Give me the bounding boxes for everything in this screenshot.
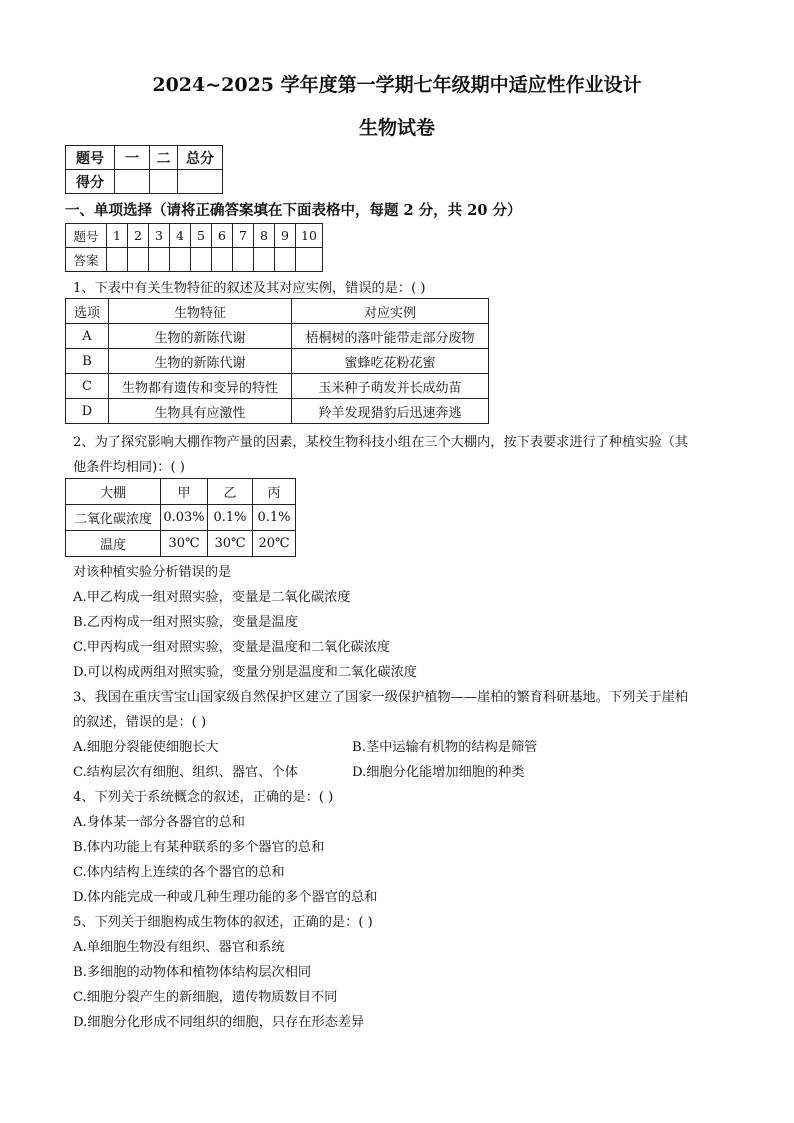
answer-number: 5 xyxy=(191,224,212,248)
table-cell: 生物的新陈代谢 xyxy=(109,349,292,374)
answer-number: 4 xyxy=(170,224,191,248)
table-header: 大棚 xyxy=(66,479,161,505)
score-table-cell: 一 xyxy=(115,146,150,170)
answer-cell[interactable] xyxy=(296,248,323,272)
score-table xyxy=(65,145,223,194)
question-1-table xyxy=(65,298,489,424)
score-entry-cell[interactable] xyxy=(115,170,150,194)
answer-cell[interactable] xyxy=(212,248,233,272)
score-table-cell: 二 xyxy=(150,146,178,170)
table-header: 乙 xyxy=(208,479,253,505)
answer-number: 3 xyxy=(149,224,170,248)
table-cell: D xyxy=(66,399,109,424)
question-2-option-b: B.乙丙构成一组对照实验，变量是温度 xyxy=(73,615,298,630)
table-cell: 30℃ xyxy=(208,531,253,557)
answer-cell[interactable] xyxy=(254,248,275,272)
table-cell: B xyxy=(66,349,109,374)
question-3-stem: 的叙述，错误的是：( ) xyxy=(73,715,207,730)
question-5-option-a: A.单细胞生物没有组织、器官和系统 xyxy=(73,940,285,955)
answer-cell[interactable] xyxy=(233,248,254,272)
answer-number: 7 xyxy=(233,224,254,248)
answer-number: 9 xyxy=(275,224,296,248)
answer-number: 6 xyxy=(212,224,233,248)
table-cell: 0.03% xyxy=(161,505,208,531)
question-5-option-b: B.多细胞的动物体和植物体结构层次相同 xyxy=(73,965,312,980)
answer-table-label: 答案 xyxy=(66,248,107,272)
answer-cell[interactable] xyxy=(128,248,149,272)
question-3-stem: 3、我国在重庆雪宝山国家级自然保护区建立了国家一级保护植物——崖柏的繁育科研基地。下列关于崖柏 xyxy=(73,690,689,705)
exam-subject: 生物试卷 xyxy=(358,117,435,139)
table-cell: 生物的新陈代谢 xyxy=(109,324,292,349)
question-2-stem: 他条件均相同)：( ) xyxy=(73,460,185,475)
answer-number: 10 xyxy=(296,224,323,248)
table-cell: 0.1% xyxy=(208,505,253,531)
question-1-stem: 1、下表中有关生物特征的叙述及其对应实例，错误的是：( ) xyxy=(73,281,426,296)
table-cell: 梧桐树的落叶能带走部分废物 xyxy=(292,324,489,349)
question-3-option-d: D.细胞分化能增加细胞的种类 xyxy=(352,765,525,780)
table-header: 生物特征 xyxy=(109,299,292,324)
question-3-option-a: A.细胞分裂能使细胞长大 xyxy=(73,740,219,755)
score-table-cell: 得分 xyxy=(66,170,115,194)
score-entry-cell[interactable] xyxy=(178,170,223,194)
question-4-option-c: C.体内结构上连续的各个器官的总和 xyxy=(73,865,285,880)
table-header: 甲 xyxy=(161,479,208,505)
table-cell: 30℃ xyxy=(161,531,208,557)
question-5-stem: 5、下列关于细胞构成生物体的叙述，正确的是：( ) xyxy=(73,915,373,930)
table-cell: C xyxy=(66,374,109,399)
table-header: 对应实例 xyxy=(292,299,489,324)
question-5-option-d: D.细胞分化形成不同组织的细胞，只存在形态差异 xyxy=(73,1015,365,1030)
answer-cell[interactable] xyxy=(107,248,128,272)
table-cell: 0.1% xyxy=(253,505,296,531)
table-cell: 生物具有应激性 xyxy=(109,399,292,424)
question-2-lead: 对该种植实验分析错误的是 xyxy=(73,565,232,580)
table-cell: 20℃ xyxy=(253,531,296,557)
question-2-stem: 2、为了探究影响大棚作物产量的因素，某校生物科技小组在三个大棚内，按下表要求进行了种植实验（其 xyxy=(73,435,689,450)
table-cell: 蜜蜂吃花粉花蜜 xyxy=(292,349,489,374)
answer-table xyxy=(65,223,323,272)
question-4-option-d: D.体内能完成一种或几种生理功能的多个器官的总和 xyxy=(73,890,378,905)
answer-cell[interactable] xyxy=(170,248,191,272)
table-cell: 羚羊发现猎豹后迅速奔逃 xyxy=(292,399,489,424)
answer-cell[interactable] xyxy=(275,248,296,272)
table-cell: 生物都有遗传和变异的特性 xyxy=(109,374,292,399)
question-3-option-b: B.茎中运输有机物的结构是筛管 xyxy=(352,740,538,755)
question-4-stem: 4、下列关于系统概念的叙述，正确的是：( ) xyxy=(73,790,334,805)
table-header: 丙 xyxy=(253,479,296,505)
question-2-option-a: A.甲乙构成一组对照实验，变量是二氧化碳浓度 xyxy=(73,590,351,605)
score-table-cell: 总分 xyxy=(178,146,223,170)
table-cell: 二氧化碳浓度 xyxy=(66,505,161,531)
exam-title: 2024~2025 学年度第一学期七年级期中适应性作业设计 xyxy=(152,74,642,96)
answer-number: 2 xyxy=(128,224,149,248)
score-entry-cell[interactable] xyxy=(150,170,178,194)
question-2-option-c: C.甲丙构成一组对照实验，变量是温度和二氧化碳浓度 xyxy=(73,640,391,655)
answer-number: 8 xyxy=(254,224,275,248)
question-3-option-c: C.结构层次有细胞、组织、器官、个体 xyxy=(73,765,298,780)
score-table-cell: 题号 xyxy=(66,146,115,170)
question-4-option-a: A.身体某一部分各器官的总和 xyxy=(73,815,245,830)
table-cell: 玉米种子萌发并长成幼苗 xyxy=(292,374,489,399)
table-cell: 温度 xyxy=(66,531,161,557)
question-5-option-c: C.细胞分裂产生的新细胞，遗传物质数目不同 xyxy=(73,990,338,1005)
question-4-option-b: B.体内功能上有某种联系的多个器官的总和 xyxy=(73,840,325,855)
question-2-table xyxy=(65,478,296,557)
answer-cell[interactable] xyxy=(149,248,170,272)
table-cell: A xyxy=(66,324,109,349)
answer-table-label: 题号 xyxy=(66,224,107,248)
answer-number: 1 xyxy=(107,224,128,248)
question-2-option-d: D.可以构成两组对照实验，变量分别是温度和二氧化碳浓度 xyxy=(73,665,417,680)
table-header: 选项 xyxy=(66,299,109,324)
answer-cell[interactable] xyxy=(191,248,212,272)
section-heading: 一、单项选择（请将正确答案填在下面表格中，每题 2 分，共 20 分） xyxy=(65,202,522,219)
